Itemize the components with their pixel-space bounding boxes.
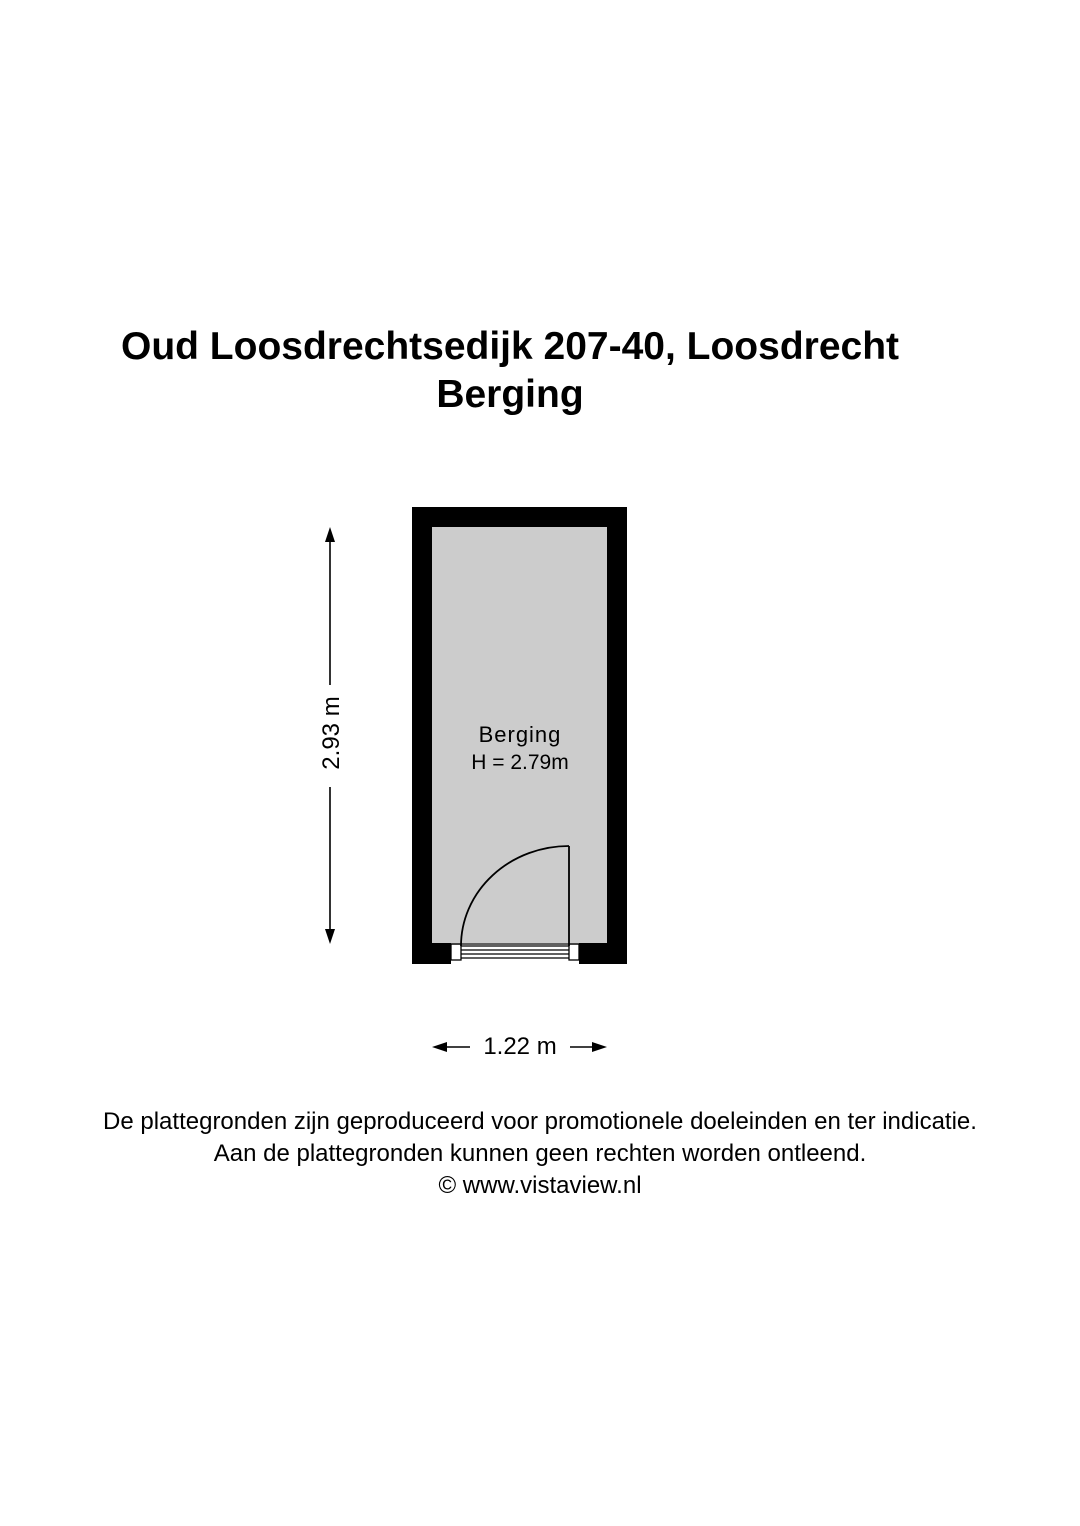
disclaimer-line-2: Aan de plattegronden kunnen geen rechten worden ontleend. <box>213 1140 867 1167</box>
disclaimer-line-1: De plattegronden zijn geproduceerd voor promotionele doeleinden en ter indicatie. <box>103 1108 977 1135</box>
floor-title: Berging <box>436 373 584 416</box>
copyright-notice: © www.vistaview.nl <box>438 1172 642 1199</box>
address-title: Oud Loosdrechtsedijk 207-40, Loosdrecht <box>120 325 900 368</box>
room-height-label: H = 2.79m <box>471 751 569 774</box>
room-label-berging: Berging <box>478 722 562 747</box>
width-dimension-label: 1.22 m <box>483 1033 557 1060</box>
depth-dimension-label: 2.93 m <box>318 696 345 770</box>
